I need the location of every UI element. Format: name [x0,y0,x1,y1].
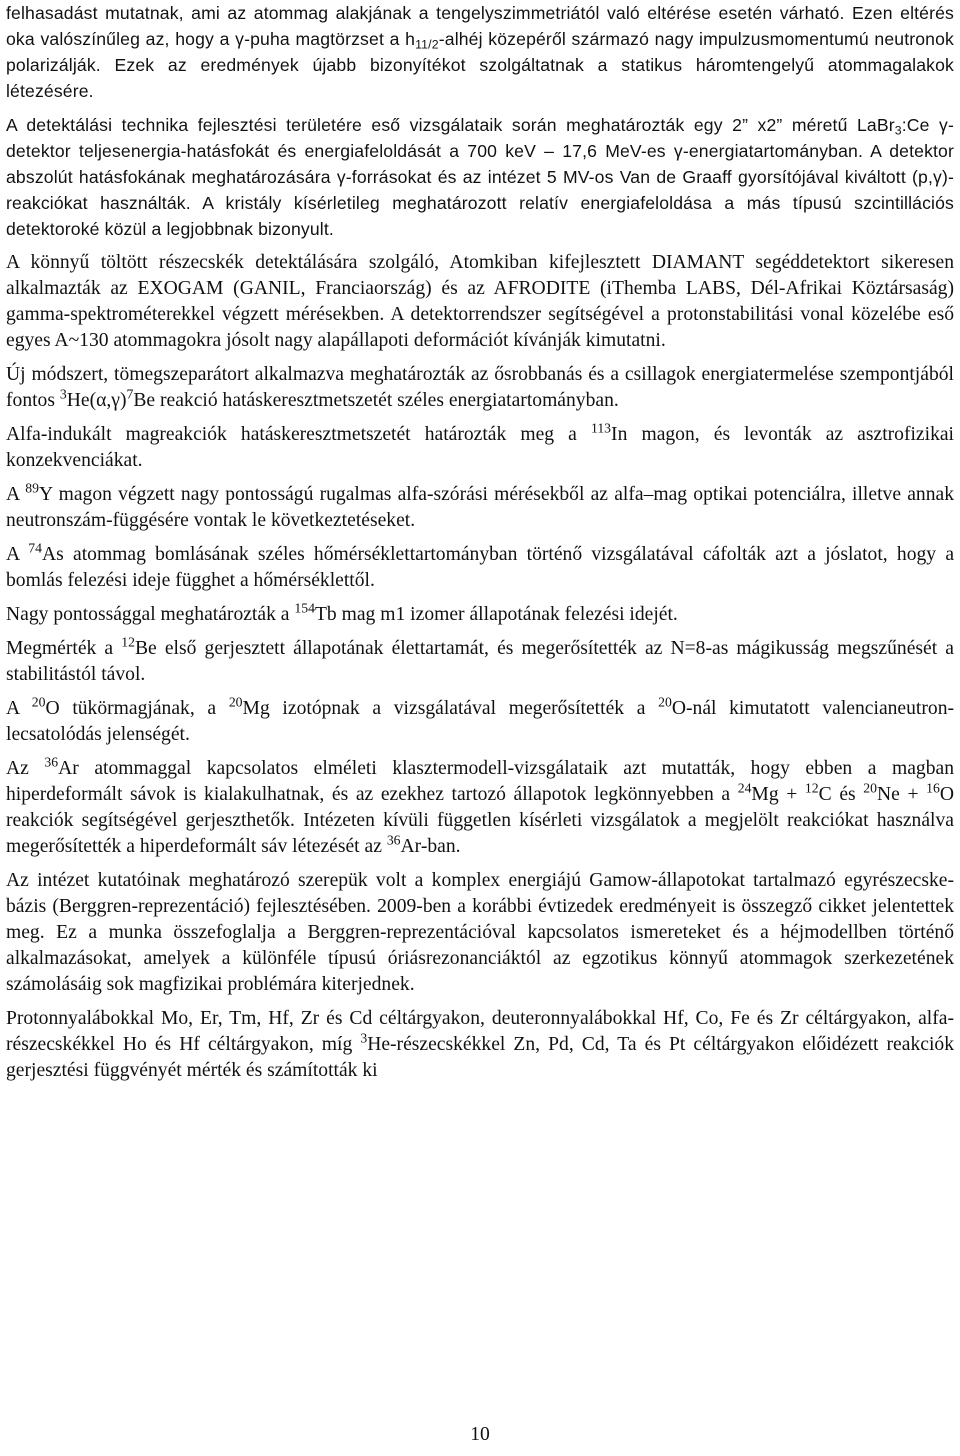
paragraph-detector-development: A detektálási technika fejlesztési területére eső vizsgálataik során meghatározták egy 2” x2” méretű LaBr$_3$:Ce γ-detektor teljesenergia-hatásfokát és energiafeloldását a 700 keV – 17,6 MeV-es γ-energiatartományban. A detektor abszolút hatásfokának meghatározására γ-forrásokat és az intézet 5 MV-os Van de Graaff gyorsítójával kiváltott (p,γ)-reakciókat használták. A kristály kísérletileg meghatározott relatív energiafeloldása a más típusú szcintillációs detektoroké közül a legjobbnak bizonyult. [6,115,955,239]
paragraph-berggren: Az intézet kutatóinak meghatározó szerepük volt a komplex energiájú Gamow-állapotokat tartalmazó egyrészecske-bázis (Berggren-reprezentáció) fejlesztésében. 2009-ben a korábbi évtizedek eredményeit is összegző cikket jelentettek meg. Ez a munka összefoglalja a Berggren-reprezentációval kapcsolatos ismereteket és a héjmodellben történő alkalmazásokat, amelyek a különféle típusú óriásrezonanciáktól az egzotikus könnyű atommagok szerkezetének számolásáig sok magfizikai problémára kiterjednek. [6,870,954,995]
paragraph-diamant: A könnyű töltött részecskék detektálására szolgáló, Atomkiban kifejlesztett DIAMANT segéddetektort sikeresen alkalmazták az EXOGAM (GANIL, Franciaország) és az AFRODITE (iThemba LABS, Dél-Afrikai Köztársaság) gamma-spektrométerekkel végzett mérésekben. A detektorrendszer segítségével a protonstabilitási vonal közelébe eső egyes A~130 atommagokra jósolt nagy alapállapoti deformációt kívánják kimutatni. [6,252,954,351]
paragraph-o20-mirror: A $^{20}$O tükörmagjának, a $^{20}$Mg izotópnak a vizsgálatával megerősítették a $^{20}$O-nál kimutatott valencianeutron-lecsatolódás jelenségét. [6,694,955,745]
document-page [6,0,954,1092]
paragraph-excitation-functions: Protonnyalábokkal Mo, Er, Tm, Hf, Zr és Cd céltárgyakon, deuteronnyalábokkal Hf, Co, Fe és Zr céltárgyakon, alfa-részecskékkel Ho és Hf céltárgyakon, míg $^3$He-részecskékkel Zn, Pd, Cd, Ta és Pt céltárgyakon előidézett reakciók gerjesztési függvényét mérték és számították ki [6,1008,954,1081]
paragraph-as74-decay: A $^{74}$As atommag bomlásának széles hőmérséklettartományban történő vizsgálatával cáfolták azt a jóslatot, hogy a bomlás felezési ideje függhet a hőmérséklettől. [6,540,955,591]
paragraph-triaxial-shapes: felhasadást mutatnak, ami az atommag alakjának a tengelyszimmetriától való eltérése esetén várható. Ezen eltérés oka valószínűleg az, hogy a γ-puha magtörzset a $h_{11/2}$-alhéj közepéről származó nagy impulzusmomentumú neutronok polarizálják. Ezek az eredmények újabb bizonyítékot szolgáltatnak a statikus háromtengelyű atommagalakok létezésére. [6,3,954,101]
paragraph-ar36-cluster: Az $^{36}$Ar atommaggal kapcsolatos elméleti klasztermodell-vizsgálataik azt mutatták, hogy ebben a magban hiperdeformált sávok is kialakulhatnak, és az ezekhez tartozó állapotok legkönnyebben a $^{24}$Mg + $^{12}$C és $^{20}$Ne + $^{16}$O reakciók segítségével gerjeszthetők. Intézeten kívüli független kísérleti vizsgálatok a megjelölt reakciókat használva megerősítették a hiperdeformált sáv létezését az $^{36}$Ar-ban. [6,754,954,857]
page-number: 10 [470,1424,490,1445]
paragraph-y89-scattering: A $^{89}$Y magon végzett nagy pontosságú rugalmas alfa-szórási mérésekből az alfa–mag optikai potenciálra, illetve annak neutronszám-függésére vontak le következtetéseket. [6,480,954,531]
paragraph-alpha-induced: Alfa-indukált magreakciók hatáskeresztmetszetét határozták meg a $^{113}$In magon, és levonták az asztrofizikai konzekvenciákat. [6,420,955,471]
paragraph-tb154-halflife: Nagy pontossággal meghatározták a $^{154}$Tb mag m1 izomer állapotának felezési idejét. [6,600,678,625]
paragraph-be12-lifetime: Megmérték a $^{12}$Be első gerjesztett állapotának élettartamát, és megerősítették az N=8-as mágikusság megszűnését a stabilitástól távol. [6,634,954,685]
paragraph-mass-separator: Új módszert, tömegszeparátort alkalmazva meghatározták az ősrobbanás és a csillagok energiatermelése szempontjából fontos $^3He(\alpha,\gamma)^7Be$ reakció hatáskeresztmetszetét széles energiatartományban. [6,364,954,411]
